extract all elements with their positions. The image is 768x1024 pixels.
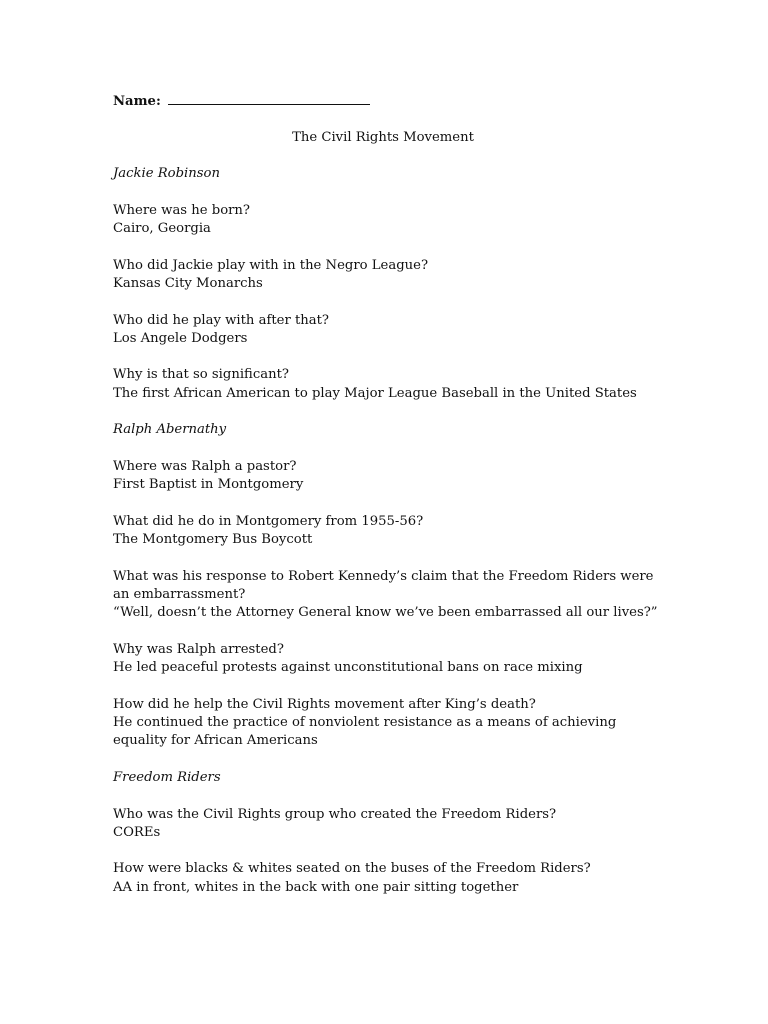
question-text: Why was Ralph arrested? <box>113 641 284 657</box>
question-text: What did he do in Montgomery from 1955-56? <box>113 513 424 529</box>
question-text: How did he help the Civil Rights movement after King’s death? <box>113 696 536 712</box>
answer-text: He led peaceful protests against unconstitutional bans on race mixing <box>113 660 583 676</box>
qa-item <box>113 366 673 403</box>
name-label: Name: <box>113 94 161 109</box>
question-text: Who did he play with after that? <box>113 312 329 328</box>
answer-text: Kansas City Monarchs <box>113 275 263 291</box>
question-text: Who was the Civil Rights group who created the Freedom Riders? <box>113 806 557 822</box>
qa-item <box>113 312 673 349</box>
question-text: Where was he born? <box>113 202 251 218</box>
question-text: How were blacks & whites seated on the buses of the Freedom Riders? <box>113 861 591 877</box>
qa-item <box>113 806 673 843</box>
answer-text: Los Angele Dodgers <box>113 330 248 346</box>
answer-text: The first African American to play Major League Baseball in the United States <box>113 385 637 401</box>
answer-text: First Baptist in Montgomery <box>113 477 304 493</box>
qa-item <box>113 860 673 897</box>
answer-text: COREs <box>113 824 161 840</box>
answer-text: “Well, doesn’t the Attorney General know we’ve been embarrassed all our lives?” <box>113 605 658 621</box>
question-text: Who did Jackie play with in the Negro League? <box>113 257 429 273</box>
name-field-row <box>113 92 673 110</box>
question-text: Why is that so significant? <box>113 367 289 383</box>
qa-item <box>113 513 673 550</box>
qa-item <box>113 696 673 751</box>
section-heading-jackie-robinson: Jackie Robinson <box>113 166 220 182</box>
answer-text: He continued the practice of nonviolent resistance as a means of achieving equality for African Americans <box>113 715 617 749</box>
qa-item <box>113 458 673 495</box>
qa-item <box>113 568 673 623</box>
qa-item <box>113 641 673 678</box>
answer-text: Cairo, Georgia <box>113 221 211 237</box>
qa-item <box>113 202 673 239</box>
answer-text: AA in front, whites in the back with one pair sitting together <box>113 879 519 895</box>
document-title: The Civil Rights Movement <box>292 129 474 145</box>
answer-text: The Montgomery Bus Boycott <box>113 532 313 548</box>
qa-item <box>113 257 673 294</box>
question-text: What was his response to Robert Kennedy’s claim that the Freedom Riders were an embarrassment? <box>113 568 654 603</box>
name-blank-line[interactable] <box>168 92 370 105</box>
section-heading-ralph-abernathy: Ralph Abernathy <box>113 422 227 438</box>
question-text: Where was Ralph a pastor? <box>113 458 297 474</box>
worksheet-page <box>113 92 673 915</box>
section-heading-freedom-riders: Freedom Riders <box>113 769 221 785</box>
